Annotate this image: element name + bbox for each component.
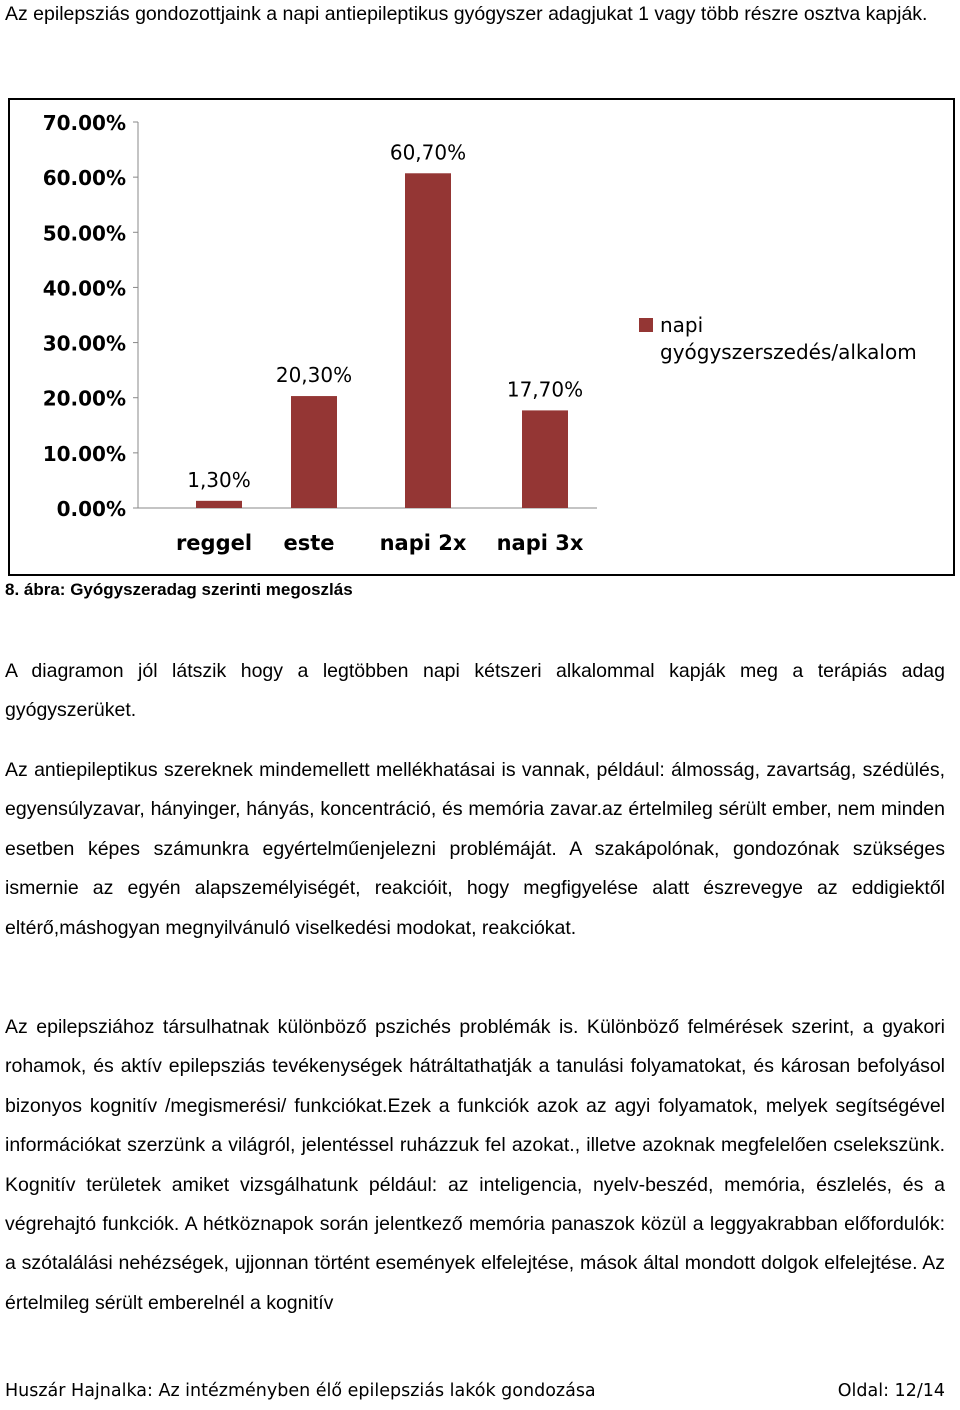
data-label: 17,70% <box>506 377 584 402</box>
y-tick-label: 0.00% <box>56 497 126 521</box>
y-tick-label: 70.00% <box>42 111 126 135</box>
bar <box>522 410 568 508</box>
bar <box>405 173 451 508</box>
y-tick-label: 20.00% <box>42 386 126 411</box>
footer-title: Huszár Hajnalka: Az intézményben élő epilepsziás lakók gondozása <box>5 1381 596 1401</box>
body-paragraph-1: A diagramon jól látszik hogy a legtöbben napi kétszeri alkalommal kapják meg a terápiás adag gyógyszerüket. <box>5 660 945 722</box>
bar-chart <box>10 100 953 574</box>
legend-label-line-2: gyógyszerszedés/alkalom <box>660 340 917 364</box>
data-label: 1,30% <box>187 467 251 492</box>
x-tick-label: este <box>283 531 335 555</box>
body-paragraph-3: Az epilepsziához társulhatnak különböző pszichés problémák is. Különböző felmérések szerint, a gyakori rohamok, és aktív epilepsziás tevékenységek hátráltathatják a tanulási folyamatokat, és károsan befolyásol bizonyos kognitív /megismerési/ funkciókat.Ezek a funkciók azok az agyi folyamatok, melyek segítségével információkat szerzünk a világról, jelentéssel ruházzuk fel azokat., illetve azoknak megfelelően cselekszünk. Kognitív területek amiket vizsgálhatunk például: az inteligencia, nyelv-beszéd, memória, észlelés, és a végrehajtó funkciók. A hétköznapok során jelentkező memória panaszok közül a leggyakrabban előfordulók: a szótalálási nehézségek, ujjonnan történt események elfelejtése, mások által mondott dolgok elfelejtése. Az értelmileg sérült emberelnél a kognitív <box>5 1016 945 1314</box>
figure-caption: 8. ábra: Gyógyszeradag szerinti megoszlás <box>5 580 353 599</box>
y-tick-label: 60.00% <box>42 166 126 191</box>
legend-swatch <box>639 318 653 332</box>
data-label: 60,70% <box>389 140 467 165</box>
body-paragraph-2: Az antiepileptikus szereknek mindemellett mellékhatásai is vannak, például: álmosság, zavartság, szédülés, egyensúlyzavar, hányinger, hányás, koncentráció, és memória zavar.az értelmileg sérült ember, nem minden esetben képes számunkra egyértelműenjelezni problémáját. A szakápolónak, gondozónak szükséges ismernie az egyén alapszemélyiségét, reakcióit, hogy megfigyelése alatt észrevegye az eddigiektől eltérő,máshogyan megnyilvánuló viselkedési modokat, reakciókat. <box>5 759 945 939</box>
y-tick-label: 40.00% <box>42 276 126 301</box>
bar <box>291 396 337 508</box>
legend-label-line-1: napi <box>660 313 704 337</box>
footer-page-number: Oldal: 12/14 <box>837 1381 945 1401</box>
data-label: 20,30% <box>275 363 353 388</box>
y-tick-label: 10.00% <box>42 441 126 466</box>
bar <box>196 501 242 508</box>
x-tick-label: napi 2x <box>379 531 467 555</box>
x-tick-label: napi 3x <box>496 531 584 555</box>
y-tick-label: 30.00% <box>42 331 126 356</box>
chart-frame <box>8 98 955 576</box>
intro-paragraph: Az epilepsziás gondozottjaink a napi antiepileptikus gyógyszer adagjukat 1 vagy több részre osztva kapják. <box>5 3 928 25</box>
x-tick-label: reggel <box>175 531 253 555</box>
y-tick-label: 50.00% <box>42 221 126 246</box>
